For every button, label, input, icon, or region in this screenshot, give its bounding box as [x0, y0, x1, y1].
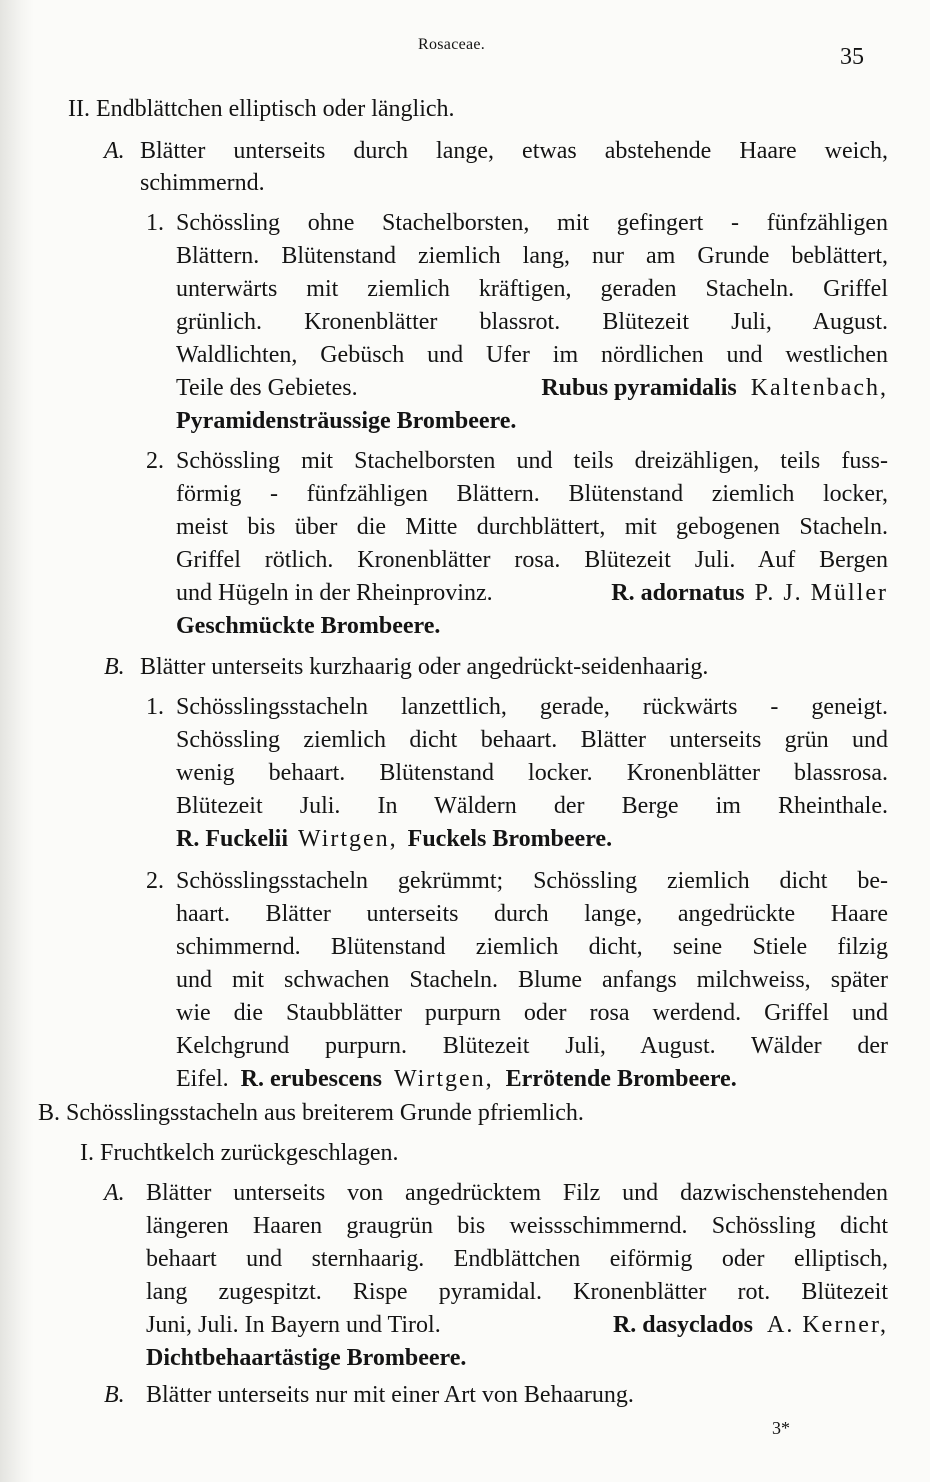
entry-number-2: 2. — [146, 448, 164, 474]
entry-text-line: Blütezeit Juli. In Wäldern der Berge im Rheinthale. — [176, 793, 888, 819]
entry-text-segment: Teile des Gebietes. — [176, 375, 358, 401]
entry-text-line: grünlich. Kronenblätter blassrot. Blütezeit Juli, August. — [176, 309, 888, 335]
common-name-text: Fuckels Brombeere. — [407, 826, 613, 852]
section-heading-B: B. Schösslingsstacheln aus breiterem Grunde pfriemlich. — [38, 1100, 584, 1126]
entry-text-line: haart. Blätter unterseits durch lange, angedrückte Haare — [176, 901, 888, 927]
species-author: A. Kerner, — [767, 1312, 888, 1338]
key-text-line: schimmernd. — [140, 170, 265, 196]
common-name-text: Errötende Brombeere. — [505, 1066, 737, 1092]
entry-text-line: wie die Staubblätter purpurn oder rosa werdend. Griffel und — [176, 1000, 888, 1026]
section-heading-II: II. Endblättchen elliptisch oder länglich. — [68, 96, 455, 122]
species-author: Kaltenbach, — [750, 375, 888, 401]
species-name: R. adornatus — [611, 580, 745, 606]
key-text-line: längeren Haaren graugrün bis weissschimmernd. Schössling dicht — [146, 1213, 888, 1239]
species-line — [146, 1310, 888, 1340]
species-name: R. erubescens — [240, 1066, 382, 1092]
entry-text-line: förmig - fünfzähligen Blättern. Blütenstand ziemlich locker, — [176, 481, 888, 507]
key-text-line: lang zugespitzt. Rispe pyramidal. Kronenblätter rot. Blütezeit — [146, 1279, 888, 1305]
species-author: Wirtgen, — [298, 826, 398, 852]
entry-text-segment: Juni, Juli. In Bayern und Tirol. — [146, 1312, 441, 1338]
species-line — [176, 578, 888, 608]
entry-number-1: 1. — [146, 210, 164, 236]
entry-text-line: meist bis über die Mitte durchblättert, mit gebogenen Stacheln. — [176, 514, 888, 540]
entry-text-line: Schösslingsstacheln lanzettlich, gerade, rückwärts - geneigt. — [176, 694, 888, 720]
entry-text-line: Blättern. Blütenstand ziemlich lang, nur am Grunde beblättert, — [176, 243, 888, 269]
entry-text-segment: und Hügeln in der Rheinprovinz. — [176, 580, 493, 606]
key-text-line: Blätter unterseits nur mit einer Art von Behaarung. — [146, 1382, 634, 1408]
entry-number-1: 1. — [146, 694, 164, 720]
entry-number-2: 2. — [146, 868, 164, 894]
key-label-A: A. — [104, 138, 125, 164]
entry-text-line: wenig behaart. Blütenstand locker. Kronenblätter blassrosa. — [176, 760, 888, 786]
page-edge-shadow — [0, 0, 34, 1482]
species-name: R. Fuckelii — [176, 826, 288, 852]
entry-text-line: Griffel rötlich. Kronenblätter rosa. Blütezeit Juli. Auf Bergen — [176, 547, 888, 573]
species-author: Wirtgen, — [393, 1066, 494, 1092]
key-label-A: A. — [104, 1180, 125, 1206]
key-label-B: B. — [104, 654, 125, 680]
key-label-B: B. — [104, 1382, 125, 1408]
entry-text-line: Waldlichten, Gebüsch und Ufer im nördlichen und westlichen — [176, 342, 888, 368]
common-name-text: Dichtbehaartästige Brombeere. — [146, 1345, 467, 1371]
entry-text-line: Kelchgrund purpurn. Blütezeit Juli, August. Wälder der — [176, 1033, 888, 1059]
signature-mark: 3* — [772, 1418, 790, 1438]
key-text-line: Blätter unterseits durch lange, etwas abstehende Haare weich, — [140, 138, 888, 164]
entry-text-line: und mit schwachen Stacheln. Blume anfangs milchweiss, später — [176, 967, 888, 993]
entry-text-line: Schössling ohne Stachelborsten, mit gefingert - fünfzähligen — [176, 210, 888, 236]
entry-text-line: Schössling mit Stachelborsten und teils dreizähligen, teils fuss- — [176, 448, 888, 474]
species-name: Rubus pyramidalis — [541, 375, 737, 401]
common-name — [176, 611, 440, 641]
species-line — [176, 1064, 737, 1094]
species-line — [176, 373, 888, 403]
common-name-text: Geschmückte Brombeere. — [176, 613, 441, 639]
common-name — [176, 406, 516, 436]
common-name-text: Pyramidensträussige Brombeere. — [176, 408, 517, 434]
species-author: P. J. Müller — [754, 580, 888, 606]
key-text-line: behaart und sternhaarig. Endblättchen eiförmig oder elliptisch, — [146, 1246, 888, 1272]
entry-text-line: schimmernd. Blütenstand ziemlich dicht, seine Stiele filzig — [176, 934, 888, 960]
running-header: Rosaceae. — [418, 36, 486, 53]
species-name: R. dasyclados — [612, 1312, 753, 1338]
key-text-line: Blätter unterseits kurzhaarig oder angedrückt-seidenhaarig. — [140, 654, 709, 680]
entry-text-segment: Eifel. — [176, 1066, 229, 1092]
entry-text-line: Schössling ziemlich dicht behaart. Blätter unterseits grün und — [176, 727, 888, 753]
page-number: 35 — [840, 44, 864, 70]
section-heading-I: I. Fruchtkelch zurückgeschlagen. — [80, 1140, 399, 1166]
species-line — [176, 824, 612, 854]
entry-text-line: Schösslingsstacheln gekrümmt; Schössling ziemlich dicht be- — [176, 868, 888, 894]
entry-text-line: unterwärts mit ziemlich kräftigen, geraden Stacheln. Griffel — [176, 276, 888, 302]
common-name — [146, 1343, 466, 1373]
key-text-line: Blätter unterseits von angedrücktem Filz und dazwischenstehenden — [146, 1180, 888, 1206]
